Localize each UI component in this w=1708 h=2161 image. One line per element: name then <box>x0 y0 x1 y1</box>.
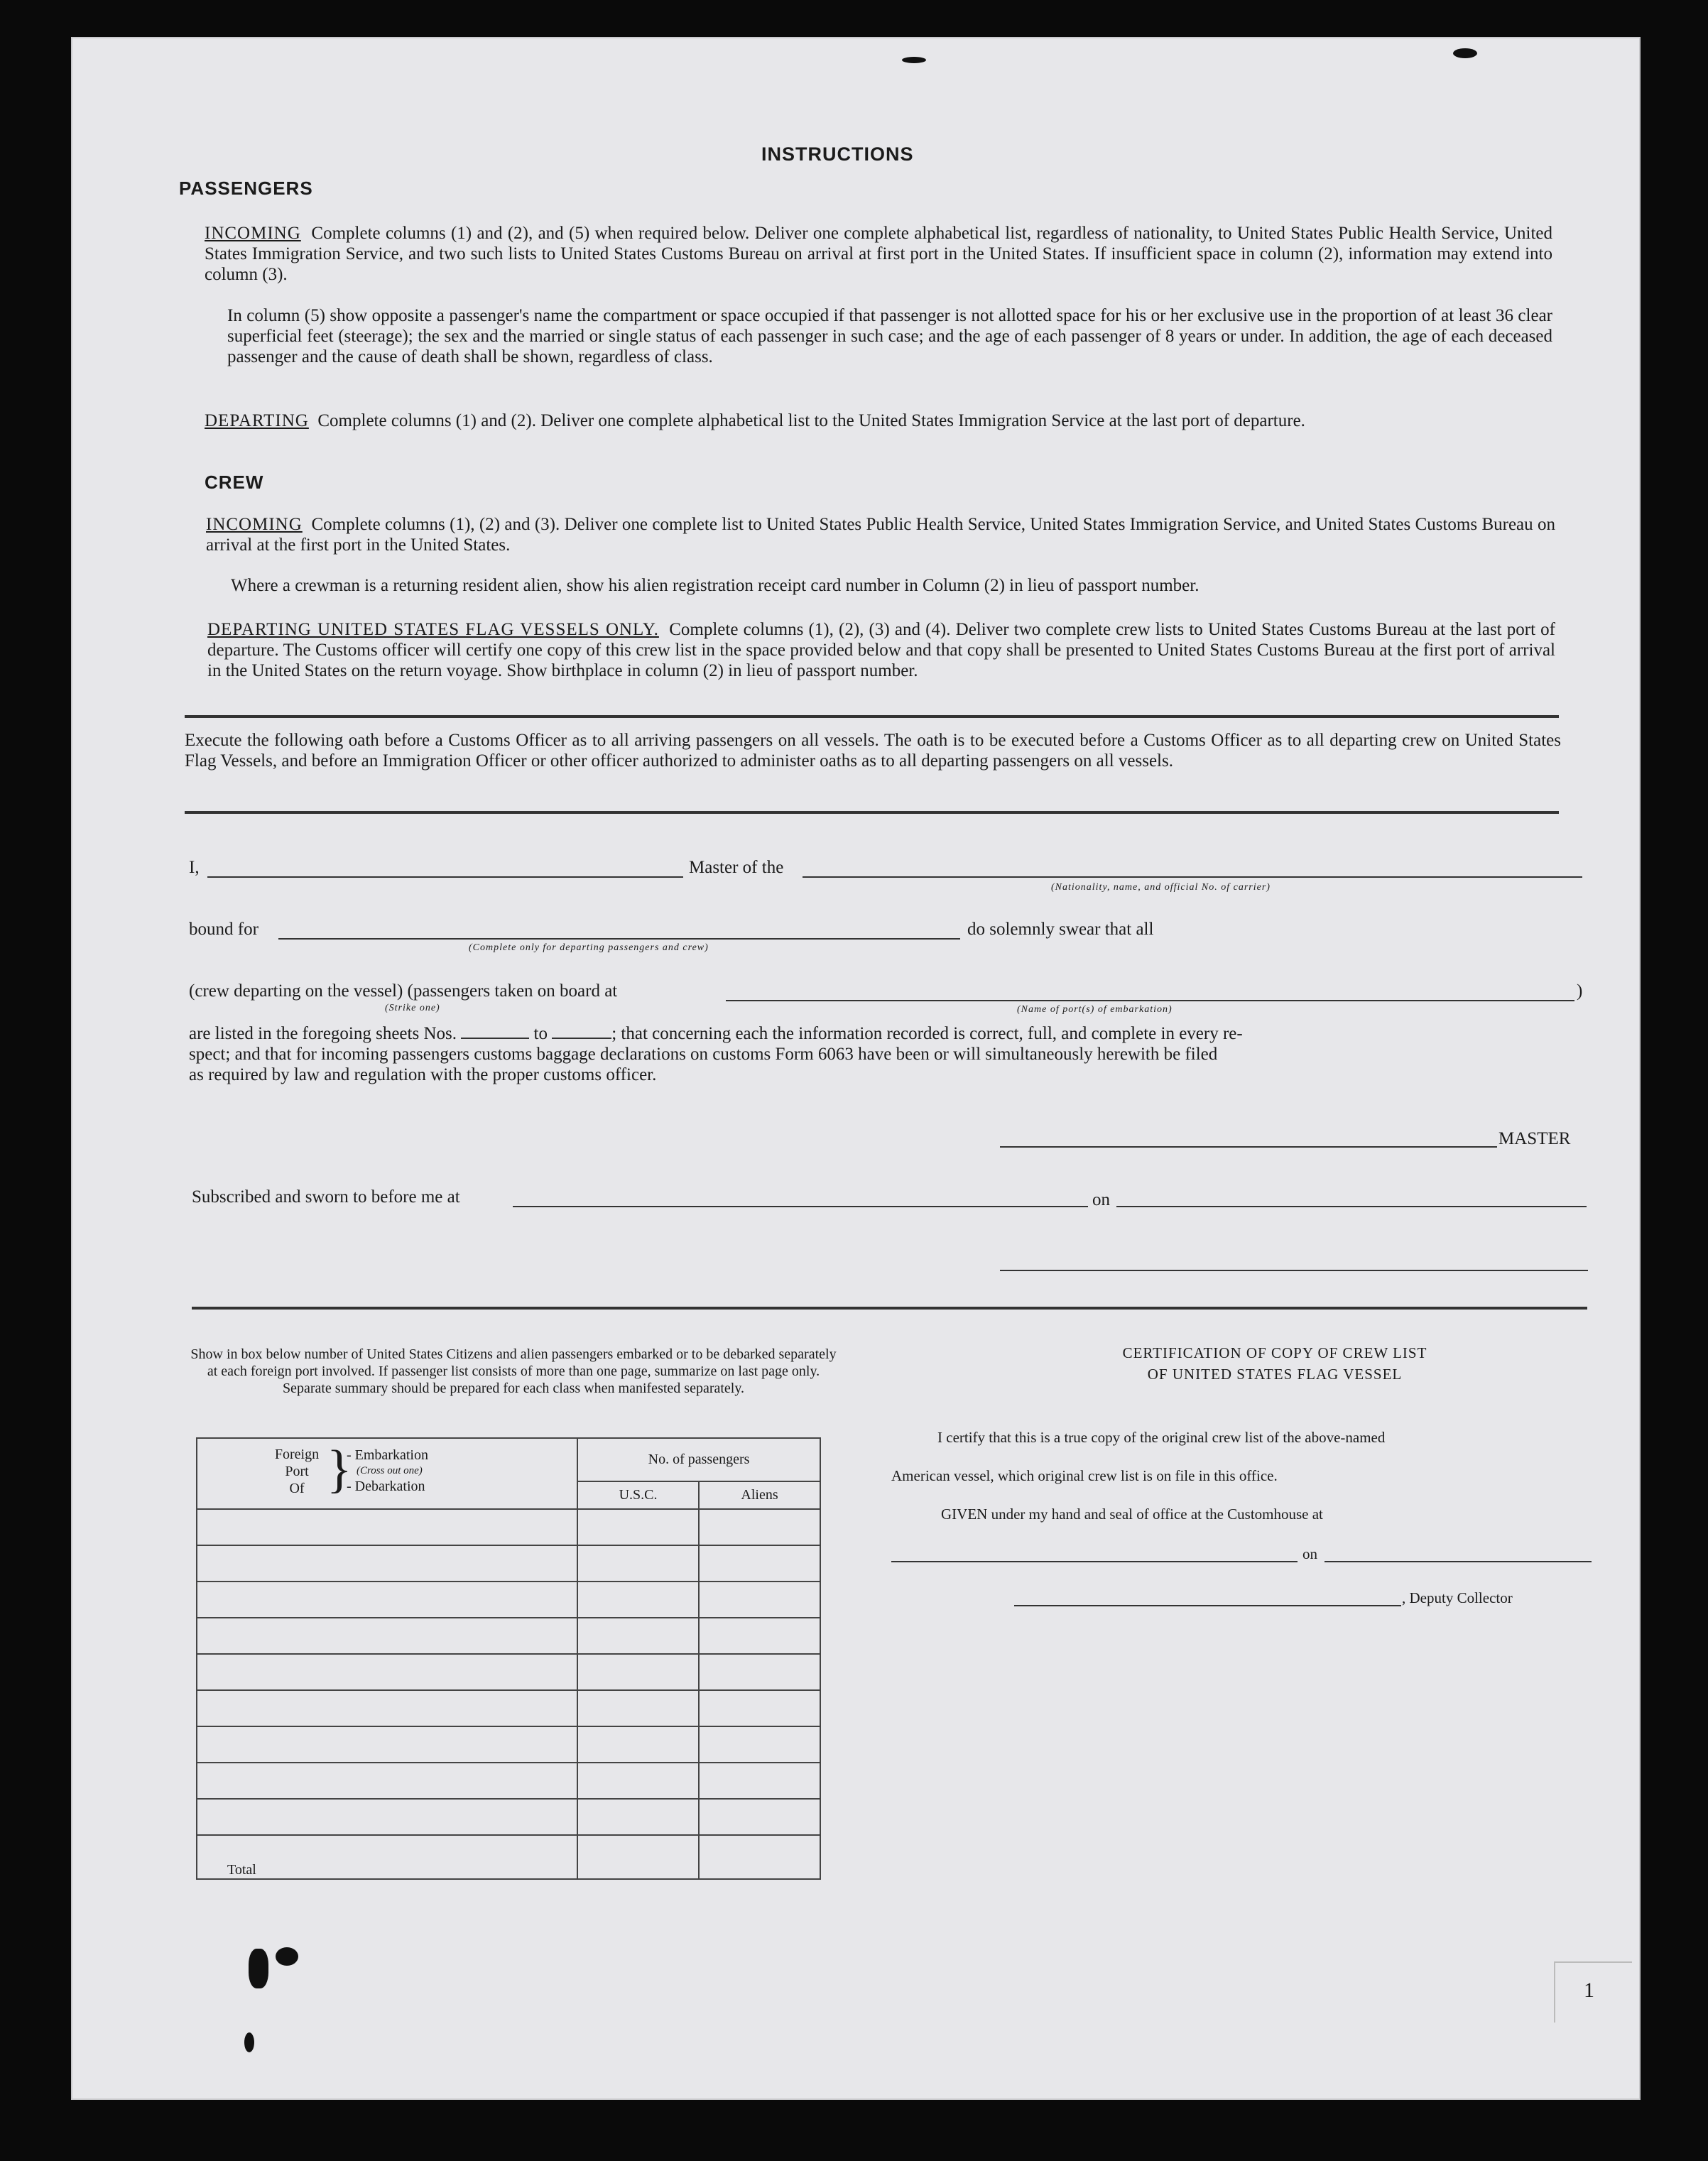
aliens-cell[interactable] <box>699 1654 820 1690</box>
usc-cell[interactable] <box>577 1799 699 1835</box>
close-paren: ) <box>1577 981 1583 1001</box>
aliens-cell[interactable] <box>699 1799 820 1835</box>
port-cell[interactable] <box>197 1509 577 1545</box>
aliens-cell[interactable] <box>699 1582 820 1618</box>
ink-speck <box>1453 48 1477 58</box>
port-caption: (Name of port(s) of embarkation) <box>1017 1004 1173 1015</box>
table-row <box>197 1799 820 1835</box>
table-row <box>197 1726 820 1763</box>
master-signature-field[interactable] <box>1000 1146 1497 1148</box>
strike-caption: (Strike one) <box>385 1003 440 1013</box>
passengers-incoming-paragraph <box>205 223 1552 285</box>
sworn-on-label: on <box>1092 1190 1110 1209</box>
passengers-departing-text: Complete columns (1) and (2). Deliver one complete alphabetical list to the United States Immigration Service at the last port of departure. <box>317 411 1305 430</box>
crew-resident-paragraph: Where a crewman is a returning resident alien, show his alien registration receipt card number in Column (2) in lieu of passport number. <box>231 576 1200 595</box>
divider-1 <box>185 715 1559 718</box>
table-row <box>197 1582 820 1618</box>
usc-cell[interactable] <box>577 1545 699 1582</box>
certification-on-label: on <box>1302 1545 1317 1562</box>
debarkation-label: - Debarkation <box>347 1479 425 1494</box>
ink-blot <box>276 1947 298 1966</box>
certification-title <box>909 1342 1641 1385</box>
port-cell[interactable] <box>197 1690 577 1726</box>
certification-title-line1: CERTIFICATION OF COPY OF CREW LIST <box>1122 1344 1427 1361</box>
table-row <box>197 1509 820 1545</box>
certification-line3: GIVEN under my hand and seal of office at the Customhouse at <box>941 1506 1323 1523</box>
deputy-collector-label: , Deputy Collector <box>1402 1589 1513 1606</box>
certification-date-field[interactable] <box>1324 1561 1592 1562</box>
aliens-header: Aliens <box>699 1481 820 1509</box>
passengers-heading: PASSENGERS <box>179 178 313 199</box>
swear-label: do solemnly swear that all <box>967 920 1154 939</box>
crew-departing-label: DEPARTING UNITED STATES FLAG VESSELS ONLY. <box>207 620 659 639</box>
certification-line2: American vessel, which original crew list is on file in this office. <box>891 1467 1278 1484</box>
aliens-cell[interactable] <box>699 1509 820 1545</box>
oath-i-label: I, <box>189 858 200 877</box>
usc-cell[interactable] <box>577 1509 699 1545</box>
total-row <box>197 1835 820 1879</box>
usc-cell[interactable] <box>577 1582 699 1618</box>
bound-for-label: bound for <box>189 920 259 939</box>
passengers-incoming-text: Complete columns (1) and (2), and (5) when required below. Deliver one complete alphabetical list, regardless of nationality, to United States Public Health Service, United States Immigration Service, and two such lists to United States Customs Bureau on arrival at first port in the United States. If insufficient space in column (2), information may extend into column (3). <box>205 224 1552 284</box>
aliens-cell[interactable] <box>699 1690 820 1726</box>
usc-cell[interactable] <box>577 1726 699 1763</box>
port-cell[interactable] <box>197 1763 577 1799</box>
customhouse-field[interactable] <box>891 1561 1298 1562</box>
page-number-box <box>1554 1961 1632 2023</box>
port-cell[interactable] <box>197 1799 577 1835</box>
embarkation-label: - Embarkation <box>347 1447 428 1463</box>
port-cell[interactable] <box>197 1726 577 1763</box>
sworn-place-field[interactable] <box>513 1206 1088 1207</box>
sheet-from-field[interactable] <box>461 1038 529 1039</box>
foreign-port-header <box>197 1438 577 1509</box>
ink-blot <box>249 1949 268 1988</box>
usc-cell[interactable] <box>577 1654 699 1690</box>
form-sheet <box>71 37 1641 2100</box>
divider-2 <box>185 811 1559 814</box>
certification-title-line2: OF UNITED STATES FLAG VESSEL <box>1147 1366 1403 1383</box>
to-label: to <box>533 1024 548 1043</box>
table-row <box>197 1545 820 1582</box>
usc-header: U.S.C. <box>577 1481 699 1509</box>
aliens-cell[interactable] <box>699 1545 820 1582</box>
table-row <box>197 1654 820 1690</box>
crew-heading: CREW <box>205 472 264 493</box>
usc-cell[interactable] <box>577 1690 699 1726</box>
deputy-signature-field[interactable] <box>1014 1605 1401 1606</box>
usc-cell[interactable] <box>577 1763 699 1799</box>
aliens-cell[interactable] <box>699 1763 820 1799</box>
port-cell[interactable] <box>197 1618 577 1654</box>
crew-incoming-text: Complete columns (1), (2) and (3). Deliver one complete list to United States Public Health Service, United States Immigration Service, and United States Customs Bureau on arrival at the first port in the United States. <box>206 515 1555 555</box>
aliens-cell[interactable] <box>699 1618 820 1654</box>
foreign-label: Foreign <box>274 1447 320 1462</box>
page-title: INSTRUCTIONS <box>761 143 914 165</box>
summary-instructions: Show in box below number of United States Citizens and alien passengers embarked or to be debarked separately at each foreign port involved. If passenger list consists of more than one page, summarize on last page only. Separate summary should be prepared for each class when manifested separately. <box>190 1346 837 1396</box>
master-name-field[interactable] <box>207 876 683 878</box>
bound-for-field[interactable] <box>278 938 960 940</box>
page-number: 1 <box>1584 1978 1594 2002</box>
oath-intro: Execute the following oath before a Customs Officer as to all arriving passengers on all vessels. The oath is to be executed before a Customs Officer as to all departing crew on United States Flag Vessels, and before an Immigration Officer or other officer authorized to administer oaths as to all departing passengers on all vessels. <box>185 731 1561 771</box>
of-label: Of <box>289 1481 305 1496</box>
passengers-incoming-label: INCOMING <box>205 224 301 243</box>
total-label: Total <box>197 1835 577 1879</box>
cross-out-caption: (Cross out one) <box>357 1465 423 1476</box>
officer-signature-field[interactable] <box>1000 1270 1588 1271</box>
oath-line-3: as required by law and regulation with the proper customs officer. <box>189 1065 657 1084</box>
crew-departing-label: (crew departing on the vessel) (passengers taken on board at <box>189 981 618 1001</box>
passengers-departing-label: DEPARTING <box>205 411 309 430</box>
crew-incoming-paragraph <box>206 514 1555 555</box>
aliens-total-cell[interactable] <box>699 1835 820 1879</box>
column5-paragraph: In column (5) show opposite a passenger's name the compartment or space occupied if that passenger is not allotted space for his or her exclusive use in the proportion of at least 36 clear superficial feet (steerage); the sex and the married or single status of each passenger in such case; and the age of each passenger of 8 years or under. In addition, the age of each deceased passenger and the cause of death shall be shown, regardless of class. <box>227 306 1552 366</box>
table-row <box>197 1690 820 1726</box>
carrier-field[interactable] <box>803 876 1582 878</box>
passengers-departing-paragraph <box>205 410 1552 431</box>
crew-incoming-label: INCOMING <box>206 515 303 534</box>
certification-line1: I certify that this is a true copy of the original crew list of the above-named <box>937 1429 1386 1446</box>
usc-total-cell[interactable] <box>577 1835 699 1879</box>
subscribed-label: Subscribed and sworn to before me at <box>192 1187 460 1207</box>
master-label: MASTER <box>1498 1129 1571 1148</box>
crew-departing-text: Complete columns (1), (2), (3) and (4). Deliver two complete crew lists to United States Customs Bureau at the last port of departure. The Customs officer will certify one copy of this crew list in the space provided below and that copy shall be presented to United States Customs Bureau at the first port of arrival in the United States on the return voyage. Show birthplace in column (2) in lieu of passport number. <box>207 620 1556 680</box>
ink-speck <box>902 57 926 63</box>
bound-caption: (Complete only for departing passengers and crew) <box>469 942 709 953</box>
listed-prefix: are listed in the foregoing sheets Nos. <box>189 1024 457 1043</box>
listed-suffix: ; that concerning each the information recorded is correct, full, and complete in every re- <box>611 1024 1243 1043</box>
sworn-date-field[interactable] <box>1116 1206 1587 1207</box>
ink-blot <box>244 2032 254 2052</box>
port-cell[interactable] <box>197 1545 577 1582</box>
table-row <box>197 1618 820 1654</box>
oath-line-2: spect; and that for incoming passengers customs baggage declarations on customs Form 6063 have been or will simultaneously herewith be filed <box>189 1045 1218 1064</box>
no-passengers-header: No. of passengers <box>577 1438 820 1481</box>
crew-departing-paragraph <box>207 619 1555 681</box>
divider-3 <box>192 1307 1587 1310</box>
usc-cell[interactable] <box>577 1618 699 1654</box>
table-header-row <box>197 1438 820 1481</box>
sheet-to-field[interactable] <box>552 1038 611 1039</box>
port-label: Port <box>285 1464 309 1479</box>
master-of-the-label: Master of the <box>689 858 784 877</box>
carrier-caption: (Nationality, name, and official No. of carrier) <box>1051 882 1271 893</box>
passenger-summary-table <box>196 1437 821 1880</box>
brace-icon: } <box>327 1440 352 1498</box>
table-row <box>197 1763 820 1799</box>
embarkation-port-field[interactable] <box>726 1000 1574 1001</box>
port-cell[interactable] <box>197 1654 577 1690</box>
port-cell[interactable] <box>197 1582 577 1618</box>
aliens-cell[interactable] <box>699 1726 820 1763</box>
listed-line <box>189 1024 1243 1044</box>
